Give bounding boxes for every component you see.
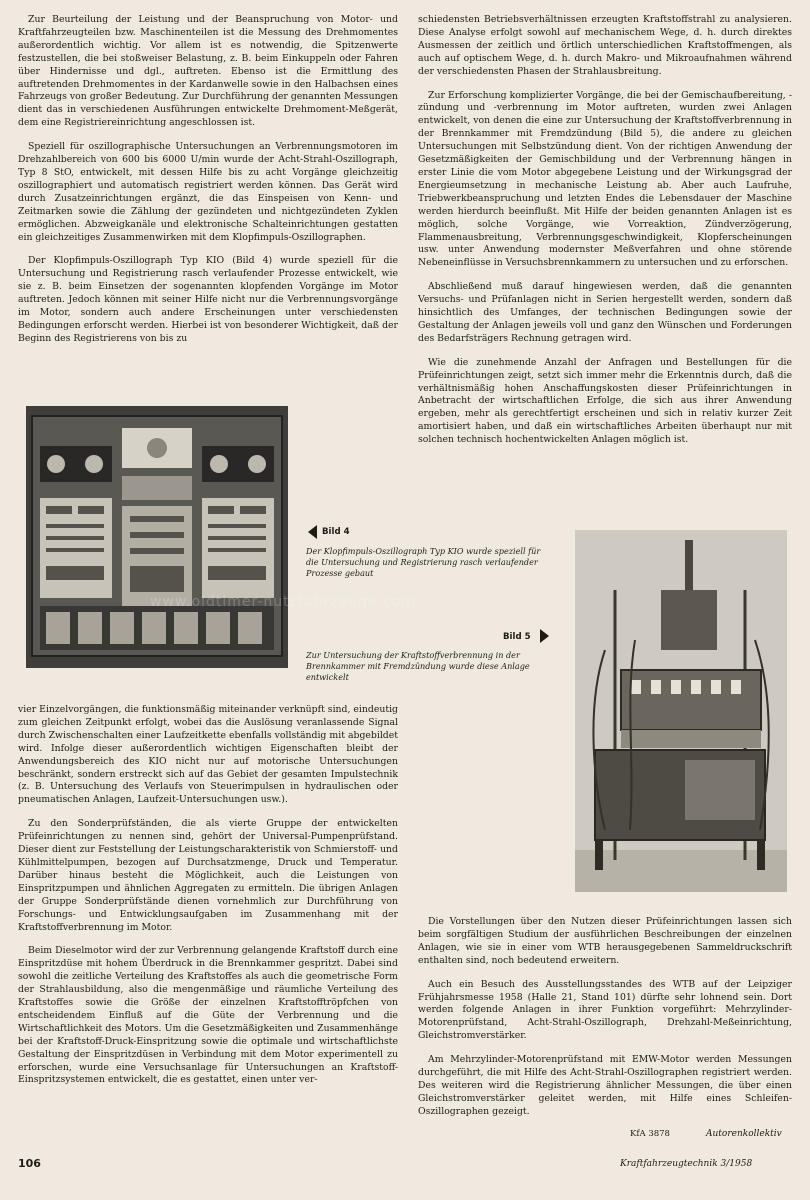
bild4-photo	[26, 406, 288, 668]
paragraph-dieselmotor: Beim Dieselmotor wird der zur Verbrennung gelangende Kraftstoff durch eine Einspritzdüse mit hohem Überdruck in die Brennkammer gespritzt. Dabei sind sowohl die zeitliche Verteilung des Kraftstoffes als auch die geometrische Form der Strahlausbildung, also die mengenmäßige und räumliche Verteilung des Kraftstoffes sowie die Größe der einzelnen Kraftstofftröpfchen von entscheidendem Einfluß auf die Güte der Verbrennung und die Wirtschaftlichkeit des Motors. Um die Gesetzmäßigkeiten und Zusammenhänge bei der Kraftstoff-Druck-Einspritzung sowie die optimale und wirtschaftlichste Gestaltung der Einspritzdüsen in Verbindung mit dem Motor experimentell zu erforschen, wurde eine Versuchsanlage für Untersuchungen an Kraftstoff-Einspritzsystemen entwickelt, die es gestattet, einen unter ver-	[18, 945, 398, 1086]
journal-issue: Kraftfahrzeugtechnik 3/1958	[620, 1159, 753, 1169]
paragraph-sonderpruefstaende: Zu den Sonderprüfständen, die als vierte Gruppe der entwickelten Prüfeinrichtungen zu nennen sind, gehört der Universal-Pumpenprüfstand. Dieser dient zur Feststellung der Leistungscharakteristik von Schmierstoff- und Kühlmittelpumpen, bezogen auf Durchsatzmenge, Druck und Temperatur. Darüber hinaus besteht die Möglichkeit, auch die Leistungen von Einspritzpumpen und ähnlichen Aggregaten zu ermitteln. Die übrigen Anlagen der Gruppe Sonderprüfstände dienen vornehmlich zur Durchführung von Forschungs- und Entwicklungsaufgaben im Zusammenhang mit der Kraftstoffverbrennung im Motor.	[18, 818, 398, 933]
left-column-top	[18, 14, 398, 357]
left-column-bottom	[18, 704, 398, 1098]
paragraph-gemischaufbereitung: Zur Erforschung komplizierter Vorgänge, die bei der Gemischaufbereitung, -zündung und -verbrennung im Motor auftreten, wurden zwei Anlagen entwickelt, von denen die eine zur Untersuchung der Kraftstoffverbrennung in der Brennkammer mit Fremdzündung (Bild 5), die andere zu gleichen Untersuchungen mit Selbstzündung dient. Von der richtigen Anwendung der Gesetzmäßigkeiten der Gemischbildung und der Verbrennung hängen in erster Linie die vom Motor abgegebene Leistung und der Wirkungsgrad der Energieumsetzung in mechanische Leistung ab. Aber auch Laufruhe, Triebwerkbeanspruchung und letzten Endes die Lebensdauer der Maschine werden hierdurch beeinflußt. Mit Hilfe der beiden genannten Anlagen ist es möglich, solche Vorgänge, wie Vorreaktion, Zündverzögerung, Flammenausbreitung, Verbrennungsgeschwindigkeit, Klopferscheinungen usw. unter Anwendung modernster Meßverfahren und ohne störende Nebeneinflüsse in Versuchsbrennkammern zu untersuchen und zu erforschen.	[418, 89, 792, 269]
bild4-pointer-icon	[308, 525, 317, 539]
authors: Autorenkollektiv	[706, 1129, 782, 1139]
paragraph-acht-strahl-oszillograph: Speziell für oszillographische Untersuchungen an Verbrennungsmotoren im Drehzahlbereich von 600 bis 6000 U/min wurde der Acht-Strahl-Oszillograph, Typ 8 StO, entwickelt, mit dessen Hilfe bis zu acht Vorgänge gleichzeitig oszillographiert und automatisch registriert werden können. Das Gerät wird durch Zusatzeinrichtungen ergänzt, die das Einspeisen von Kenn- und Zeitmarken sowie die Zählung der gezündeten und nichtgezündeten Zyklen ermöglichen. Abzweigkanäle und elektronische Schalteinrichtungen gestatten ein gleichzeitiges Zusammenwirken mit dem Klopfimpuls-Oszillographen.	[18, 141, 398, 243]
paragraph-vorstellungen: Die Vorstellungen über den Nutzen dieser Prüfeinrichtungen lassen sich beim sorgfältigen Studium der ausführlichen Beschreibungen der einzelnen Anlagen, wie sie in einer vom WTB herausgegebenen Sammeldruckschrift enthalten sind, noch bedeutend erweitern.	[418, 916, 792, 966]
right-column-bottom	[418, 916, 792, 1130]
right-column-top	[418, 14, 792, 458]
paragraph-mehrzylinder: Am Mehrzylinder-Motorenprüfstand mit EMW-Motor werden Messungen durchgeführt, die mit Hilfe des Acht-Strahl-Oszillographen registriert werden. Des weiteren wird die Registrierung ähnlicher Messungen, die über einen Gleichstromverstärker geleitet werden, mit Hilfe eines Schleifen-Oszillographen gezeigt.	[418, 1054, 792, 1117]
reference-code: KfA 3878	[630, 1129, 670, 1139]
oscillograph-cabinet-illustration	[26, 406, 288, 668]
bild5-label: Bild 5	[503, 632, 531, 642]
bild5-caption: Zur Untersuchung der Kraftstoffverbrennung in der Brennkammer mit Fremdzündung wurde diese Anlage entwickelt	[306, 650, 530, 682]
paragraph-strahlanalyse: schiedensten Betriebsverhältnissen erzeugten Kraftstoffstrahl zu analysieren. Diese Analyse erfolgt sowohl auf mechanischem Wege, d. h. durch direktes Ausmessen der zeitlich und örtlich unterschiedlichen Kraftstoffmengen, als auch auf optischem Wege, d. h. durch Makro- und Mikroaufnahmen während der verschiedensten Phasen der Strahlausbreitung.	[418, 14, 792, 77]
watermark: www.oldtimer-nutzfahrzeuge.com	[150, 594, 416, 610]
bild5-pointer-icon	[540, 629, 549, 643]
paragraph-abschliessend: Abschließend muß darauf hingewiesen werden, daß die genannten Versuchs- und Prüfanlagen nicht in Serien hergestellt werden, sondern daß hinsichtlich des Umfanges, der technischen Bedingungen sowie der Gestaltung der Anlagen jeweils voll und ganz den Wünschen und Forderungen des Bedarfsträgers Rechnung getragen wird.	[418, 281, 792, 344]
paragraph-leipziger-messe: Auch ein Besuch des Ausstellungsstandes des WTB auf der Leipziger Frühjahrsmesse 1958 (Halle 21, Stand 101) dürfte sehr lohnend sein. Dort werden folgende Anlagen in ihrer Funktion vorgeführt: Mehrzylinder-Motorenprüfstand, Acht-Strahl-Oszillograph, Drehzahl-Meßeinrichtung, Gleichstromverstärker.	[418, 978, 792, 1042]
bild4-label: Bild 4	[322, 527, 350, 537]
page-number: 106	[18, 1157, 41, 1170]
paragraph-einzelvorgaenge: vier Einzelvorgängen, die funktionsmäßig miteinander verknüpft sind, eindeutig zum gleichen Zeitpunkt erfolgt, wobei das die Auslösung veranlassende Signal durch Zwischenschalten einer Laufzeitkette ebenfalls vollständig mit abgebildet wird. Infolge dieser außerordentlich wichtigen Eigenschaften bleibt der Anwendungsbereich des KIO nicht nur auf motorische Untersuchungen beschränkt, sondern erstreckt sich auf das Gebiet der gesamten Impulstechnik (z. B. Untersuchung des Verlaufs von Steuerimpulsen in hydraulischen oder pneumatischen Anlagen, Laufzeit-Untersuchungen usw.).	[18, 704, 398, 806]
bild5-photo	[575, 530, 787, 892]
paragraph-anfragen: Wie die zunehmende Anzahl der Anfragen und Bestellungen für die Prüfeinrichtungen zeigt, setzt sich immer mehr die Erkenntnis durch, daß die verhältnismäßig hohen Anschaffungskosten dieser Prüfeinrichtungen in Anbetracht der wirtschaftlichen Erfolge, die sich aus ihrer Anwendung ergeben, mehr als gerechtfertigt erscheinen und sich in relativ kurzer Zeit amortisiert haben, und daß ein wirtschaftliches Arbeiten überhaupt nur mit solchen technisch hochentwickelten Anlagen möglich ist.	[418, 356, 792, 446]
combustion-test-rig-illustration	[575, 530, 787, 892]
paragraph-drehmoment: Zur Beurteilung der Leistung und der Beanspruchung von Motor- und Kraftfahrzeugteilen bzw. Maschinenteilen ist die Messung des Drehmomentes außerordentlich wichtig. Vor allem ist es notwendig, die Spitzenwerte festzustellen, die bei stoßweiser Belastung, z. B. beim Einkuppeln oder Fahren über Hindernisse und dgl., auftreten. Ebenso ist die Ermittlung des auftretenden Drehmomentes in der Kardanwelle sowie in den Halbachsen eines Fahrzeugs von großer Bedeutung. Zur Durchführung der genannten Messungen dient das in verschiedenen Ausführungen entwickelte Drehmoment-Meßgerät, dem eine Registriereinrichtung angeschlossen ist.	[18, 14, 398, 129]
paragraph-klopfimpuls-oszillograph: Der Klopfimpuls-Oszillograph Typ KIO (Bild 4) wurde speziell für die Untersuchung und Registrierung rasch verlaufender Prozesse entwickelt, wie sie z. B. beim Einsetzen der sogenannten klopfenden Vorgänge im Motor auftreten. Jedoch können mit seiner Hilfe nicht nur die Verbrennungsvorgänge im Motor, sondern auch andere Erscheinungen unter verschiedensten Bedingungen erforscht werden. Hierbei ist von besonderer Wichtigkeit, daß der Beginn des Registrierens von bis zu	[18, 255, 398, 344]
bild4-caption: Der Klopfimpuls-Oszillograph Typ KIO wurde speziell für die Untersuchung und Registrierung rasch verlaufender Prozesse gebaut	[306, 546, 541, 578]
